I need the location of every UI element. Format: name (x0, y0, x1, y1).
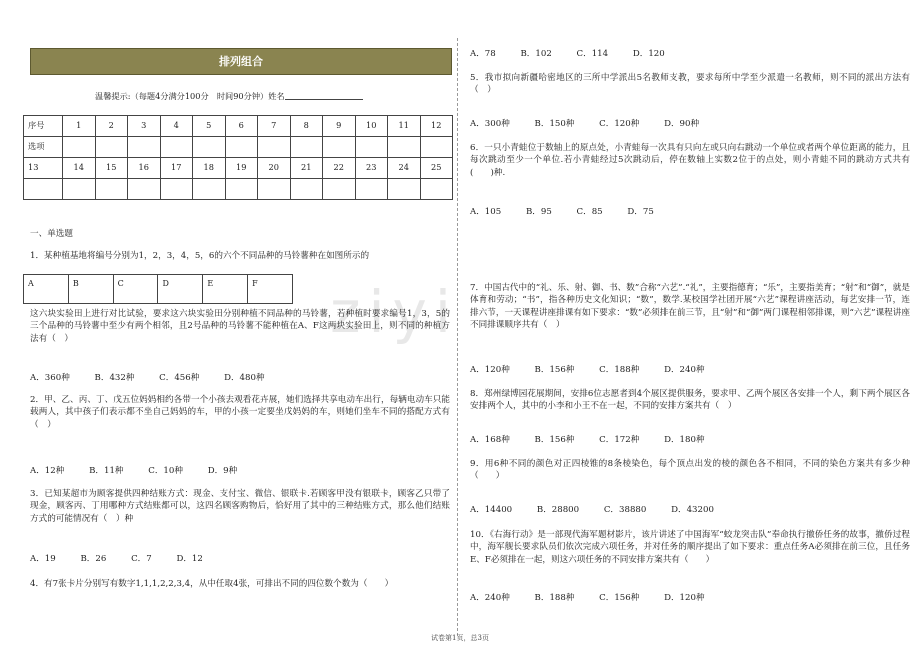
question-1-body: 这六块实验田上进行对比试验，要求这六块实验田分别种植不同品种的马铃薯，若种植时要求编号1，3，5的三个品种的马铃薯中至少有两个相邻，且2号品种的马铃薯不能种植在A、F这两块实验田上，则不同的种植方法有（ ） (30, 309, 450, 344)
answer-cell[interactable] (225, 179, 258, 200)
answer-cell: 18 (193, 158, 226, 179)
option[interactable]: A．120种 (470, 365, 510, 375)
option[interactable]: B．11种 (89, 466, 124, 476)
answer-cell[interactable] (290, 179, 323, 200)
answer-cell: 10 (355, 116, 388, 137)
option[interactable]: B．150种 (534, 119, 575, 129)
answer-cell[interactable]: 选项 (24, 137, 63, 158)
option[interactable]: A．360种 (30, 373, 70, 383)
option[interactable]: D．180种 (664, 435, 705, 445)
name-blank[interactable] (285, 90, 363, 100)
answer-cell[interactable] (420, 179, 453, 200)
watermark: ziyi (330, 278, 459, 346)
question-5: 5．我市拟向新疆哈密地区的三所中学派出5名教师支教，要求每所中学至少派遣一名教师，则不同的派出方法有（ ） (470, 73, 910, 96)
answer-table (23, 115, 453, 200)
answer-cell[interactable] (388, 179, 421, 200)
question-2-options (30, 465, 259, 477)
answer-cell[interactable] (128, 179, 161, 200)
answer-cell[interactable] (160, 137, 193, 158)
field-cell: A (24, 275, 69, 304)
answer-cell[interactable] (193, 137, 226, 158)
answer-cell[interactable] (355, 179, 388, 200)
option[interactable]: B．156种 (534, 365, 575, 375)
option[interactable]: D．120种 (664, 593, 705, 603)
answer-cell[interactable] (128, 137, 161, 158)
answer-cell: 5 (193, 116, 226, 137)
answer-cell[interactable] (63, 179, 96, 200)
answer-cell: 13 (24, 158, 63, 179)
question-1-options (30, 372, 287, 384)
option[interactable]: C．172种 (599, 435, 640, 445)
hint-text: 温馨提示:（每题4分满分100分 时间90分钟）姓名 (95, 91, 285, 101)
option[interactable]: D．12 (176, 554, 203, 564)
field-cell: B (68, 275, 113, 304)
answer-cell: 24 (388, 158, 421, 179)
answer-cell: 21 (290, 158, 323, 179)
answer-table-row (24, 137, 453, 158)
answer-cell: 15 (95, 158, 128, 179)
field-cell: E (203, 275, 248, 304)
option[interactable]: A．240种 (470, 593, 510, 603)
field-grid (23, 274, 293, 304)
answer-cell: 16 (128, 158, 161, 179)
answer-cell: 14 (63, 158, 96, 179)
answer-cell: 6 (225, 116, 258, 137)
question-8-options (470, 434, 727, 446)
answer-cell: 9 (323, 116, 356, 137)
option[interactable]: A．105 (470, 207, 502, 217)
option[interactable]: D．480种 (224, 373, 265, 383)
question-3-options (30, 553, 225, 565)
column-divider (457, 38, 458, 636)
question-6: 6．一只小青蛙位于数轴上的原点处，小青蛙每一次具有只向左或只向右跳动一个单位或者两个单位距离的能力，且每次跳动至少一个单位.若小青蛙经过5次跳动后，停在数轴上实数2位于的点处，则小青蛙不同的跳动方式共有( )种. (470, 143, 910, 178)
answer-cell[interactable] (355, 137, 388, 158)
question-9: 9．用6种不同的颜色对正四棱锥的8条棱染色，每个顶点出发的棱的颜色各不相同，不同的染色方案共有多少种（ ） (470, 459, 910, 482)
answer-cell: 8 (290, 116, 323, 137)
answer-cell: 12 (420, 116, 453, 137)
answer-cell[interactable] (258, 137, 291, 158)
question-1-intro: 1．某种植基地将编号分别为1，2，3，4，5，6的六个不同品种的马铃薯种在如图所示的 (30, 251, 370, 261)
option[interactable]: B．102 (520, 49, 552, 59)
option[interactable]: D．120 (632, 49, 665, 59)
answer-cell: 2 (95, 116, 128, 137)
answer-cell[interactable] (95, 137, 128, 158)
answer-cell: 序号 (24, 116, 63, 137)
option[interactable]: B．156种 (534, 435, 575, 445)
answer-cell[interactable] (24, 179, 63, 200)
answer-cell[interactable] (160, 179, 193, 200)
answer-cell: 1 (63, 116, 96, 137)
option[interactable]: A．14400 (470, 505, 513, 515)
question-4: 4．有7张卡片分别写有数字1,1,1,2,2,3,4，从中任取4张，可排出不同的四位数个数为（ ） (30, 579, 394, 589)
answer-cell: 17 (160, 158, 193, 179)
option[interactable]: B．432种 (94, 373, 135, 383)
answer-cell[interactable] (323, 179, 356, 200)
answer-cell: 23 (355, 158, 388, 179)
option[interactable]: C．38880 (603, 505, 647, 515)
answer-table-row (24, 158, 453, 179)
option[interactable]: C．120种 (599, 119, 640, 129)
answer-cell[interactable] (63, 137, 96, 158)
option[interactable]: D．9种 (207, 466, 238, 476)
page-footer: 试卷第1页，总3页 (431, 634, 489, 642)
option[interactable]: B．26 (80, 554, 107, 564)
answer-cell: 25 (420, 158, 453, 179)
answer-cell: 7 (258, 116, 291, 137)
field-cell: C (113, 275, 158, 304)
question-2: 2．甲、乙、丙、丁、戊五位妈妈相约各带一个小孩去观看花卉展，她们选择共享电动车出行，每辆电动车只能载两人，其中孩子们表示都不坐自己妈妈的车，甲的小孩一定要坐戊妈妈的车，则她们坐车不同的搭配方式有（ ） (30, 395, 450, 430)
option[interactable]: A．300种 (470, 119, 510, 129)
option[interactable]: C．7 (131, 554, 152, 564)
answer-cell[interactable] (323, 137, 356, 158)
option[interactable]: D．75 (627, 207, 654, 217)
question-5-options (470, 118, 721, 130)
page-title: 排列组合 (30, 48, 452, 75)
option[interactable]: B．95 (525, 207, 552, 217)
option[interactable]: C．10种 (148, 466, 183, 476)
question-8: 8．郑州绿博园花展期间，安排6位志愿者到4个展区提供服务，要求甲、乙两个展区各安排一个人，剩下两个展区各安排两个人，其中的小李和小王不在一起，不同的安排方案共有（ ） (470, 389, 910, 412)
question-10-options (470, 592, 727, 604)
answer-cell[interactable] (388, 137, 421, 158)
option[interactable]: A．78 (470, 49, 496, 59)
exam-hint (95, 90, 363, 103)
answer-cell: 22 (323, 158, 356, 179)
option[interactable]: C．456种 (159, 373, 200, 383)
option[interactable]: D．90种 (664, 119, 700, 129)
option[interactable]: C．156种 (599, 593, 640, 603)
option[interactable]: D．240种 (664, 365, 705, 375)
answer-cell: 20 (258, 158, 291, 179)
question-7-options (470, 364, 727, 376)
question-6-options (470, 206, 676, 218)
field-cell: F (248, 275, 293, 304)
option[interactable]: C．85 (576, 207, 603, 217)
answer-cell[interactable] (225, 137, 258, 158)
question-9-options (470, 504, 736, 516)
answer-table-row (24, 179, 453, 200)
option[interactable]: A．19 (30, 554, 56, 564)
question-3: 3．已知某超市为顾客提供四种结账方式：现金、支付宝、微信、银联卡.若顾客甲没有银联卡，顾客乙只带了现金，顾客丙、丁用哪种方式结账都可以，这四名顾客购物后，恰好用了其中的三种结账方式，那么他们结账方式的可能情况有（ ）种 (30, 489, 450, 524)
option[interactable]: C．114 (576, 49, 609, 59)
question-10: 10．《右海行动》是一部现代海军题材影片，该片讲述了中国海军“蛟龙突击队”奉命执行撤侨任务的故事，撤侨过程中，海军舰长要求队员们依次完成六项任务，并对任务的顺序提出了如下要求：重点任务A必须排在前三位，且任务E、F必须排在一起，则这六项任务的不同安排方案共有（ ） (470, 530, 910, 565)
answer-table-row (24, 116, 453, 137)
answer-cell: 4 (160, 116, 193, 137)
option[interactable]: C．188种 (599, 365, 640, 375)
field-cell: D (158, 275, 203, 304)
section-heading: 一、单选题 (30, 229, 73, 239)
answer-cell: 3 (128, 116, 161, 137)
answer-cell[interactable] (420, 137, 453, 158)
question-4-options (470, 48, 687, 60)
answer-cell[interactable] (193, 179, 226, 200)
option[interactable]: A．12种 (30, 466, 65, 476)
option[interactable]: A．168种 (470, 435, 510, 445)
question-7: 7．中国古代中的“礼、乐、射、御、书、数”合称“六艺”.“礼”，主要指德育；“乐”，主要指美育；“射”和“御”，就是体育和劳动；“书”，指各种历史文化知识；“数”，数学.某校国学社团开展“六艺”课程讲座活动，每艺安排一节，连排六节，一天课程讲座排课有如下要求：“数”必须排在前三节，且“射”和“御”两门课程相邻排课，则“六艺”课程讲座不同排课顺序共有（ ） (470, 283, 910, 331)
option[interactable]: B．188种 (534, 593, 575, 603)
answer-cell: 19 (225, 158, 258, 179)
answer-cell[interactable] (95, 179, 128, 200)
answer-cell[interactable] (290, 137, 323, 158)
option[interactable]: D．43200 (671, 505, 714, 515)
option[interactable]: B．28800 (536, 505, 580, 515)
answer-cell[interactable] (258, 179, 291, 200)
answer-cell: 11 (388, 116, 421, 137)
